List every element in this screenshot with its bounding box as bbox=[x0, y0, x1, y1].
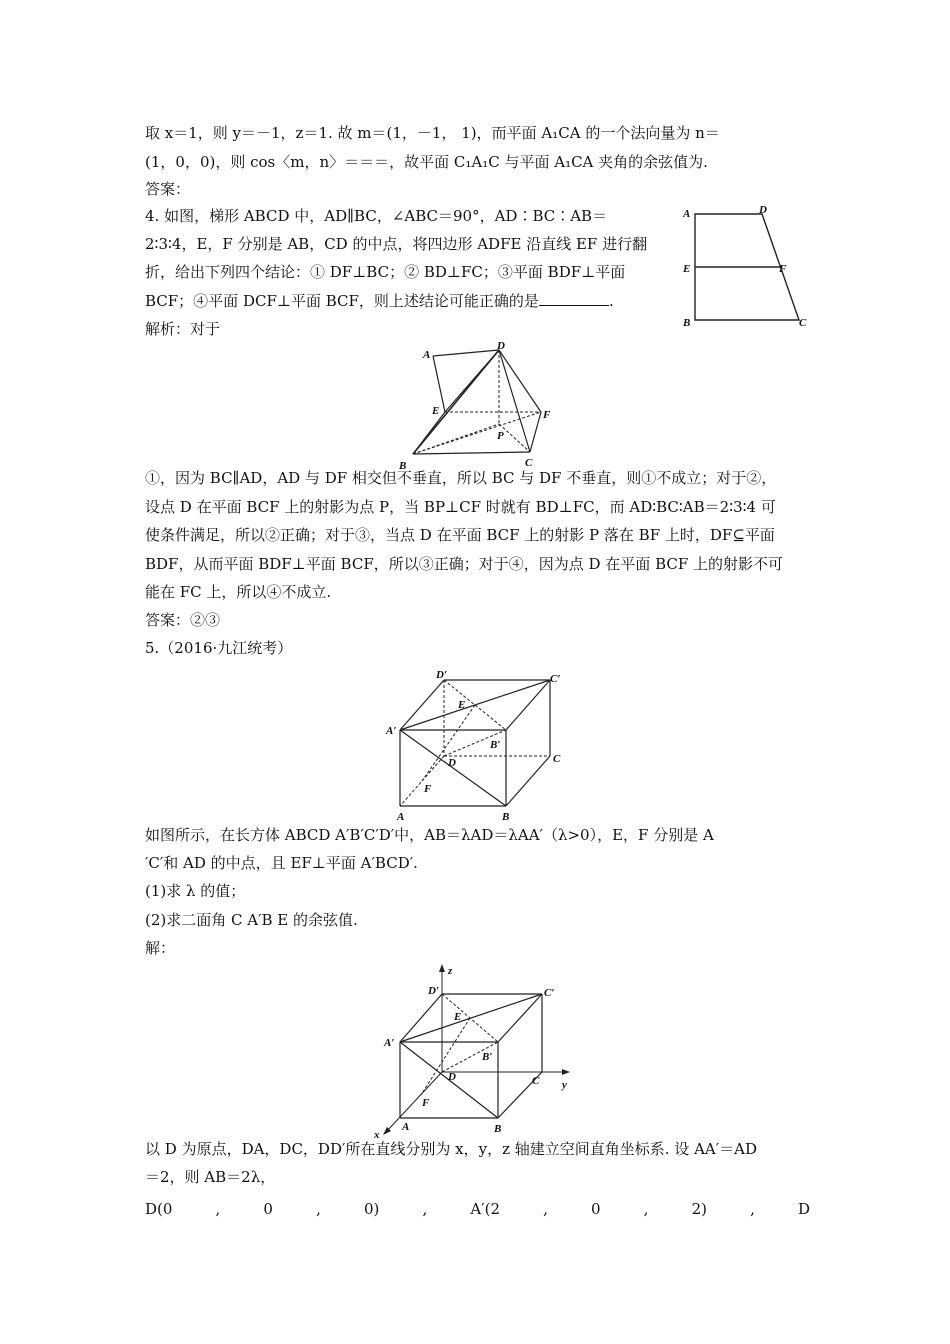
problem-5-header: 5.（2016·九江统考） bbox=[145, 639, 293, 657]
label-e: E bbox=[454, 1011, 462, 1023]
label-a1: A′ bbox=[386, 725, 397, 737]
label-d1: D′ bbox=[428, 985, 440, 997]
coord-item: D(0 bbox=[145, 1200, 173, 1218]
solution-line: ＝2，则 AB＝2λ， bbox=[145, 1168, 276, 1186]
trapezoid-figure bbox=[675, 200, 815, 332]
label-b: B bbox=[399, 460, 407, 472]
coord-item: , bbox=[543, 1200, 548, 1218]
label-a: A bbox=[402, 1121, 410, 1133]
label-e: E bbox=[432, 405, 440, 417]
label-d: D bbox=[448, 1071, 456, 1083]
label-b: B bbox=[494, 1123, 502, 1135]
analysis-label: 解析：对于 bbox=[145, 320, 221, 338]
coord-item: 0 bbox=[591, 1200, 601, 1218]
label-c: C bbox=[532, 1075, 540, 1087]
solution-line: 设点 D 在平面 BCF 上的射影为点 P，当 BP⊥CF 时就有 BD⊥FC，而 AD∶BC∶AB＝2∶3∶4 可 bbox=[145, 498, 776, 516]
folded-figure bbox=[399, 340, 565, 472]
label-a: A bbox=[683, 208, 691, 220]
solution-line: 使条件满足，所以②正确；对于③，当点 D 在平面 BCF 上的射影 P 落在 BF 上时，DF⊆平面 bbox=[145, 526, 775, 544]
answer-label: 答案：②③ bbox=[145, 611, 221, 629]
text-line: (1，0，0)，则 cos〈m，n〉＝＝＝，故平面 C₁A₁C 与平面 A₁CA 夹角的余弦值为. bbox=[145, 153, 708, 171]
problem-4-line: 折，给出下列四个结论：① DF⊥BC；② BD⊥FC；③平面 BDF⊥平面 bbox=[145, 263, 626, 281]
label-a1: A′ bbox=[384, 1037, 395, 1049]
label-f: F bbox=[424, 783, 432, 795]
coordinate-row bbox=[145, 1198, 810, 1220]
cuboid-figure bbox=[380, 668, 580, 830]
text-line: 取 x＝1，则 y＝－1，z＝1. 故 m＝(1，－1， 1)，而平面 A₁CA 的一个法向量为 n＝ bbox=[145, 124, 720, 142]
problem-5-line: 如图所示，在长方体 ABCD A′B′C′D′中，AB＝λAD＝λAA′（λ>0），E，F 分别是 A bbox=[145, 826, 714, 844]
question-1: (1)求 λ 的值； bbox=[145, 882, 246, 900]
label-b1: B′ bbox=[482, 1051, 493, 1063]
coord-item: , bbox=[750, 1200, 755, 1218]
label-z: z bbox=[448, 965, 453, 977]
coord-item: , bbox=[316, 1200, 321, 1218]
label-a: A bbox=[397, 811, 405, 823]
label-d: D bbox=[448, 757, 456, 769]
label-d1: D′ bbox=[436, 669, 448, 681]
coord-item: 0 bbox=[263, 1200, 273, 1218]
solution-label: 解： bbox=[145, 939, 176, 957]
answer-blank bbox=[539, 291, 609, 306]
problem-4-question: BCF；④平面 DCF⊥平面 BCF，则上述结论可能正确的是 bbox=[145, 292, 539, 310]
solution-line: 能在 FC 上，所以④不成立. bbox=[145, 583, 332, 601]
coord-item: 0) bbox=[363, 1200, 380, 1218]
label-f: F bbox=[422, 1097, 430, 1109]
label-e: E bbox=[683, 263, 691, 275]
question-2: (2)求二面角 C A′B E 的余弦值. bbox=[145, 911, 358, 929]
label-p: P bbox=[497, 430, 504, 442]
label-d: D bbox=[759, 204, 767, 216]
problem-5-line: ′C′和 AD 的中点，且 EF⊥平面 A′BCD′. bbox=[145, 854, 418, 872]
label-d: D bbox=[497, 340, 505, 352]
label-b1: B′ bbox=[490, 739, 501, 751]
problem-4-line bbox=[145, 290, 614, 312]
label-c1: C′ bbox=[544, 987, 555, 999]
label-e: E bbox=[458, 699, 466, 711]
coord-item: , bbox=[643, 1200, 649, 1218]
label-c: C bbox=[553, 753, 561, 765]
problem-4-line: 4. 如图，梯形 ABCD 中，AD∥BC，∠ABC＝90°，AD∶BC∶AB＝ bbox=[145, 207, 608, 225]
coord-item: D bbox=[797, 1200, 810, 1218]
solution-line: ①，因为 BC∥AD，AD 与 DF 相交但不垂直，所以 BC 与 DF 不垂直，则①不成立；对于②， bbox=[145, 469, 777, 487]
coord-item: , bbox=[422, 1200, 428, 1218]
label-f: F bbox=[779, 263, 787, 275]
label-y: y bbox=[562, 1079, 567, 1091]
problem-4-line: 2∶3∶4，E，F 分别是 AB，CD 的中点，将四边形 ADFE 沿直线 EF 进行翻 bbox=[145, 235, 648, 253]
solution-line: 以 D 为原点，DA，DC，DD′所在直线分别为 x，y，z 轴建立空间直角坐标系. 设 AA′＝AD bbox=[145, 1140, 757, 1158]
label-f: F bbox=[543, 409, 551, 421]
label-c1: C′ bbox=[550, 673, 561, 685]
label-b: B bbox=[502, 811, 510, 823]
period: . bbox=[608, 292, 614, 310]
coord-item: , bbox=[215, 1200, 221, 1218]
label-x: x bbox=[374, 1129, 380, 1141]
label-b: B bbox=[683, 317, 691, 329]
label-c: C bbox=[525, 457, 533, 469]
label-c: C bbox=[799, 317, 807, 329]
solution-line: BDF，从而平面 BDF⊥平面 BCF，所以③正确；对于④，因为点 D 在平面 BCF 上的射影不可 bbox=[145, 555, 784, 573]
coord-item: A′(2 bbox=[470, 1200, 501, 1218]
answer-label: 答案： bbox=[145, 180, 191, 198]
label-a: A bbox=[423, 349, 431, 361]
coordinate-figure bbox=[372, 960, 582, 1142]
coord-item: 2) bbox=[691, 1200, 707, 1218]
